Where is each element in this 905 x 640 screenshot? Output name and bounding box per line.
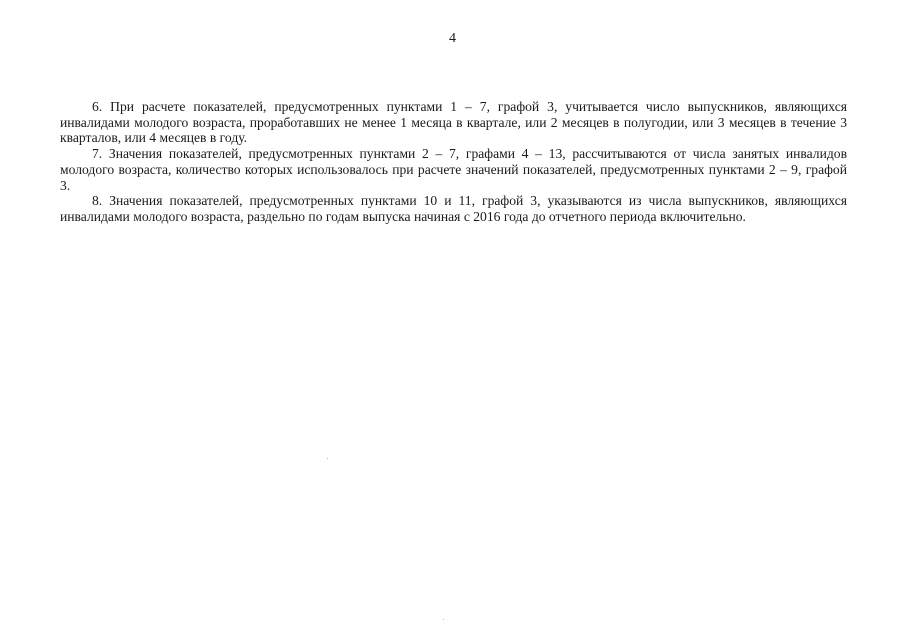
page-number: 4 [449,31,456,46]
scan-speck [443,619,444,620]
document-body [60,99,847,225]
paragraph-6: 6. При расчете показателей, предусмотренных пунктами 1 – 7, графой 3, учитывается число выпускников, являющихся инвалидами молодого возраста, проработавших не менее 1 месяца в квартале, или 2 месяцев в полугодии, или 3 месяцев в течение 3 кварталов, или 4 месяцев в году. [60,99,847,146]
paragraph-7: 7. Значения показателей, предусмотренных пунктами 2 – 7, графами 4 – 13, рассчитываются от числа занятых инвалидов молодого возраста, количество которых использовалось при расчете значений показателей, предусмотренных пунктами 2 – 9, графой 3. [60,146,847,193]
paragraph-8: 8. Значения показателей, предусмотренных пунктами 10 и 11, графой 3, указываются из числа выпускников, являющихся инвалидами молодого возраста, раздельно по годам выпуска начиная с 2016 года до отчетного периода включительно. [60,193,847,224]
scan-speck [327,458,328,459]
